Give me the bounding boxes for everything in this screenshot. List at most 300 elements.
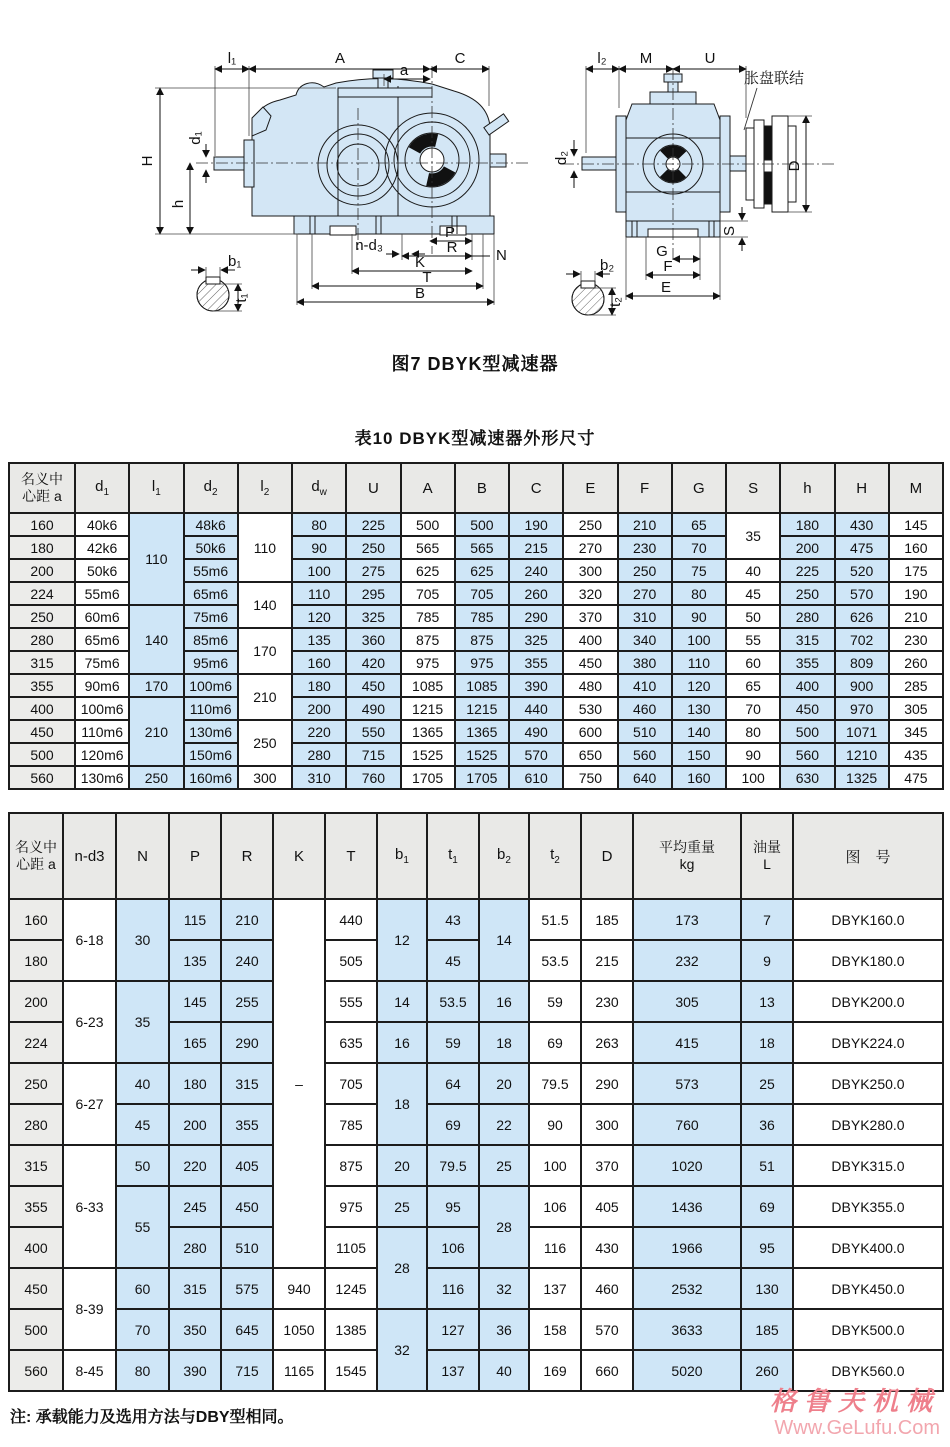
table-cell: 280 <box>292 743 346 766</box>
table-cell: 60 <box>116 1268 169 1309</box>
dim-B: B <box>414 285 426 302</box>
table-cell: 180 <box>292 674 346 697</box>
table-cell: 32 <box>479 1268 529 1309</box>
table1-caption: 表10 DBYK型减速器外形尺寸 <box>354 429 596 448</box>
table-cell: 705 <box>455 582 509 605</box>
table-cell: 51 <box>741 1145 793 1186</box>
row-header: 500 <box>9 743 75 766</box>
side-view <box>196 66 530 254</box>
table-cell: 560 <box>780 743 834 766</box>
table-cell: 320 <box>563 582 617 605</box>
table-cell: 79.5 <box>529 1063 581 1104</box>
dim-H: H <box>139 155 156 167</box>
table-cell: 260 <box>889 651 943 674</box>
table-cell: 40k6 <box>75 513 129 536</box>
table-cell: 65 <box>672 513 726 536</box>
table-cell: 215 <box>509 536 563 559</box>
table-cell: 480 <box>563 674 617 697</box>
row-header: 450 <box>9 1268 63 1309</box>
table-cell: 875 <box>401 628 455 651</box>
table-cell: 85m6 <box>184 628 238 651</box>
column-header: P <box>169 813 221 899</box>
table-cell: 250 <box>618 559 672 582</box>
table-cell: 500 <box>455 513 509 536</box>
table-row <box>9 1063 943 1104</box>
table-cell: 555 <box>325 981 377 1022</box>
table-cell: 380 <box>618 651 672 674</box>
table-cell: 3633 <box>633 1309 741 1350</box>
table-cell: 40 <box>116 1063 169 1104</box>
table-cell: 45 <box>116 1104 169 1145</box>
table-cell: 750 <box>563 766 617 789</box>
table-cell: 150m6 <box>184 743 238 766</box>
column-header: 名义中 心距 a <box>9 813 63 899</box>
table-cell: 625 <box>401 559 455 582</box>
table-cell: 450 <box>563 651 617 674</box>
table-cell: 22 <box>479 1104 529 1145</box>
table-cell: 315 <box>780 628 834 651</box>
table-cell: 440 <box>325 899 377 940</box>
dim-d1: d₁ <box>187 131 204 145</box>
table-cell: 705 <box>401 582 455 605</box>
table-cell: 290 <box>581 1063 633 1104</box>
dim-R: R <box>446 239 458 256</box>
table-cell: 80 <box>726 720 780 743</box>
table-cell: 405 <box>221 1145 273 1186</box>
table-cell: 42k6 <box>75 536 129 559</box>
row-header: 180 <box>9 940 63 981</box>
dim-t2: t₂ <box>607 297 624 307</box>
table-cell: 65m6 <box>75 628 129 651</box>
table-cell: 390 <box>169 1350 221 1391</box>
table-row <box>9 1309 943 1350</box>
table-cell: 350 <box>169 1309 221 1350</box>
table-cell: 59 <box>427 1022 479 1063</box>
dim-t1: t₁ <box>233 293 250 303</box>
table-cell: 50 <box>116 1145 169 1186</box>
table-cell: 210 <box>889 605 943 628</box>
dim-N: N <box>496 247 507 264</box>
table-cell: 760 <box>346 766 400 789</box>
column-header: D <box>581 813 633 899</box>
table-cell: 500 <box>780 720 834 743</box>
table-cell: 165 <box>169 1022 221 1063</box>
table-cell: 285 <box>889 674 943 697</box>
table-cell: 110 <box>672 651 726 674</box>
table-cell: 100 <box>529 1145 581 1186</box>
table-cell: 570 <box>509 743 563 766</box>
row-header: 280 <box>9 628 75 651</box>
table-cell: 160m6 <box>184 766 238 789</box>
table-cell: 18 <box>741 1022 793 1063</box>
row-header: 355 <box>9 1186 63 1227</box>
shrink-disc-callout: 胀盘联结 <box>744 70 805 87</box>
table-cell: 575 <box>221 1268 273 1309</box>
table-cell: 55m6 <box>75 582 129 605</box>
table-cell: 25 <box>479 1145 529 1186</box>
table-cell: 345 <box>889 720 943 743</box>
table-cell: 260 <box>509 582 563 605</box>
table-cell: 570 <box>581 1309 633 1350</box>
table-cell: 565 <box>455 536 509 559</box>
table-cell: 210 <box>221 899 273 940</box>
table-row <box>9 981 943 1022</box>
column-header: 名义中 心距 a <box>9 463 75 513</box>
table-cell: 137 <box>529 1268 581 1309</box>
table-cell: 290 <box>221 1022 273 1063</box>
table-cell: 9 <box>741 940 793 981</box>
housing-body <box>252 79 490 216</box>
column-header: T <box>325 813 377 899</box>
table-cell: 70 <box>116 1309 169 1350</box>
table-cell: 51.5 <box>529 899 581 940</box>
table-cell: 140 <box>672 720 726 743</box>
table-cell: 1050 <box>273 1309 325 1350</box>
table-cell: 370 <box>563 605 617 628</box>
column-header: B <box>455 463 509 513</box>
table-cell: 80 <box>672 582 726 605</box>
table-cell: 305 <box>633 981 741 1022</box>
table-cell: 240 <box>221 940 273 981</box>
table-cell: 50k6 <box>184 536 238 559</box>
table-row <box>9 674 943 697</box>
table-cell: DBYK315.0 <box>793 1145 943 1186</box>
table-cell: 640 <box>618 766 672 789</box>
table-cell: 28 <box>377 1227 427 1309</box>
table-cell: 45 <box>427 940 479 981</box>
table-cell: 505 <box>325 940 377 981</box>
column-header: N <box>116 813 169 899</box>
column-header: $t_1$ <box>427 813 479 899</box>
table-cell: 970 <box>835 697 889 720</box>
row-header: 560 <box>9 766 75 789</box>
footnote: 注: 承载能力及选用方法与DBY型相同。 <box>10 1409 294 1426</box>
input-shaft-section <box>191 253 250 311</box>
table-row <box>9 1268 943 1309</box>
mounting-dimensions-table <box>8 812 944 1392</box>
table-cell: 1245 <box>325 1268 377 1309</box>
column-header: $d_1$ <box>75 463 129 513</box>
table-cell: 100 <box>726 766 780 789</box>
table-cell: 1365 <box>455 720 509 743</box>
table-cell: 43 <box>427 899 479 940</box>
table-cell: 130 <box>741 1268 793 1309</box>
table-cell: 1325 <box>835 766 889 789</box>
table-cell: 135 <box>292 628 346 651</box>
table-cell: 270 <box>618 582 672 605</box>
table-cell: 490 <box>509 720 563 743</box>
dim-nd3: n-d₃ <box>355 237 383 254</box>
dim-d2: d₂ <box>553 150 570 166</box>
table-row <box>9 697 943 720</box>
table-cell: 975 <box>325 1186 377 1227</box>
table-cell: 626 <box>835 605 889 628</box>
column-header: G <box>672 463 726 513</box>
table-cell: 8-39 <box>63 1268 116 1350</box>
table-cell: 1085 <box>455 674 509 697</box>
output-shaft-section <box>566 257 624 315</box>
column-header: $l_1$ <box>129 463 183 513</box>
table-cell: 28 <box>479 1186 529 1268</box>
table-cell: 160 <box>292 651 346 674</box>
table-cell: 475 <box>889 766 943 789</box>
table-cell: 1705 <box>401 766 455 789</box>
table-cell: 635 <box>325 1022 377 1063</box>
table-cell: 110m6 <box>184 697 238 720</box>
table-cell: 460 <box>581 1268 633 1309</box>
table-cell: 69 <box>427 1104 479 1145</box>
technical-drawing <box>0 8 950 343</box>
table-cell: 116 <box>529 1227 581 1268</box>
table-cell: 435 <box>889 743 943 766</box>
table-cell: 173 <box>633 899 741 940</box>
dim-P: P <box>444 224 456 241</box>
table-cell: 79.5 <box>427 1145 479 1186</box>
table-cell: 1385 <box>325 1309 377 1350</box>
table-cell: 110 <box>292 582 346 605</box>
table-cell: 1365 <box>401 720 455 743</box>
table-cell: 6-23 <box>63 981 116 1063</box>
column-header: $l_2$ <box>238 463 292 513</box>
table-cell: 550 <box>346 720 400 743</box>
table-cell: 355 <box>221 1104 273 1145</box>
table-cell: 69 <box>741 1186 793 1227</box>
dim-M: M <box>639 50 653 67</box>
header-row <box>9 813 943 899</box>
table-cell: 900 <box>835 674 889 697</box>
column-header: R <box>221 813 273 899</box>
table-cell: 570 <box>835 582 889 605</box>
column-header: H <box>835 463 889 513</box>
table-cell: 660 <box>581 1350 633 1391</box>
table-cell: 90m6 <box>75 674 129 697</box>
table-cell: 260 <box>741 1350 793 1391</box>
table-cell: 400 <box>780 674 834 697</box>
table-cell: 158 <box>529 1309 581 1350</box>
dim-A: A <box>334 50 346 67</box>
table-cell: 875 <box>325 1145 377 1186</box>
table-cell: 355 <box>509 651 563 674</box>
table-cell: 340 <box>618 628 672 651</box>
overall-dimensions-table <box>8 462 944 790</box>
table-cell: DBYK500.0 <box>793 1309 943 1350</box>
table-cell: 90 <box>292 536 346 559</box>
table-cell: 975 <box>401 651 455 674</box>
table-cell: 75 <box>672 559 726 582</box>
table-cell: 785 <box>401 605 455 628</box>
table-cell: 230 <box>889 628 943 651</box>
row-header: 400 <box>9 697 75 720</box>
table-cell: 263 <box>581 1022 633 1063</box>
table-cell: 600 <box>563 720 617 743</box>
table-cell: 2532 <box>633 1268 741 1309</box>
table-cell: 190 <box>889 582 943 605</box>
table-cell: 1215 <box>401 697 455 720</box>
table-cell: 405 <box>581 1186 633 1227</box>
table-cell: 190 <box>509 513 563 536</box>
table-cell: 6-33 <box>63 1145 116 1268</box>
table-cell: 145 <box>169 981 221 1022</box>
dim-a: a <box>399 62 409 79</box>
table-cell: 232 <box>633 940 741 981</box>
table-cell: 150 <box>672 743 726 766</box>
row-header: 355 <box>9 674 75 697</box>
column-header: 平均重量 kg <box>633 813 741 899</box>
table-cell: 95 <box>427 1186 479 1227</box>
column-header: 油量 L <box>741 813 793 899</box>
table-cell: 255 <box>221 981 273 1022</box>
table-cell: 13 <box>741 981 793 1022</box>
table-cell: 80 <box>116 1350 169 1391</box>
table-cell: 560 <box>618 743 672 766</box>
table-cell: 55 <box>116 1186 169 1268</box>
table-cell: 40 <box>479 1350 529 1391</box>
table-cell: 215 <box>581 940 633 981</box>
row-header: 250 <box>9 1063 63 1104</box>
watermark <box>770 1388 940 1439</box>
dim-b1: b₁ <box>228 253 242 270</box>
row-header: 200 <box>9 559 75 582</box>
table-cell: 1215 <box>455 697 509 720</box>
row-header: 500 <box>9 1309 63 1350</box>
table-cell: 127 <box>427 1309 479 1350</box>
table-cell: 120m6 <box>75 743 129 766</box>
table-cell: 7 <box>741 899 793 940</box>
table-cell: 90 <box>726 743 780 766</box>
table-cell: 210 <box>238 674 292 720</box>
table-cell: 1525 <box>401 743 455 766</box>
dim-E: E <box>660 279 672 296</box>
table-cell: 170 <box>129 674 183 697</box>
dim-G: G <box>656 243 668 260</box>
column-header: K <box>273 813 325 899</box>
table-cell: 315 <box>169 1268 221 1309</box>
table-cell: DBYK450.0 <box>793 1268 943 1309</box>
table-cell: 160 <box>672 766 726 789</box>
table-cell: 975 <box>455 651 509 674</box>
row-header: 200 <box>9 981 63 1022</box>
table-cell: DBYK160.0 <box>793 899 943 940</box>
table-cell: – <box>273 899 325 1268</box>
table-cell: 115 <box>169 899 221 940</box>
table-cell: 100m6 <box>184 674 238 697</box>
dim-C: C <box>454 50 466 67</box>
table-cell: 490 <box>346 697 400 720</box>
table-cell: 40 <box>726 559 780 582</box>
table-cell: 400 <box>563 628 617 651</box>
table-cell: 240 <box>509 559 563 582</box>
table-cell: 50k6 <box>75 559 129 582</box>
table-cell: 275 <box>346 559 400 582</box>
table-cell: 135 <box>169 940 221 981</box>
table-cell: 500 <box>401 513 455 536</box>
table-cell: 1020 <box>633 1145 741 1186</box>
table-cell: 510 <box>221 1227 273 1268</box>
header-row <box>9 463 943 513</box>
table-cell: 573 <box>633 1063 741 1104</box>
table-cell: 610 <box>509 766 563 789</box>
table-cell: 175 <box>889 559 943 582</box>
table-cell: 370 <box>581 1145 633 1186</box>
table-cell: 1966 <box>633 1227 741 1268</box>
table-cell: 440 <box>509 697 563 720</box>
table-cell: 210 <box>618 513 672 536</box>
table-cell: 69 <box>529 1022 581 1063</box>
table-cell: 55m6 <box>184 559 238 582</box>
row-header: 560 <box>9 1350 63 1391</box>
table-cell: 130 <box>672 697 726 720</box>
table-cell: 565 <box>401 536 455 559</box>
table-cell: 1545 <box>325 1350 377 1391</box>
table-cell: 130m6 <box>184 720 238 743</box>
table-cell: 250 <box>129 766 183 789</box>
table-cell: 1071 <box>835 720 889 743</box>
table-cell: 116 <box>427 1268 479 1309</box>
dim-F: F <box>663 258 673 275</box>
table-cell: 315 <box>221 1063 273 1104</box>
table-cell: 630 <box>780 766 834 789</box>
table-cell: 325 <box>509 628 563 651</box>
table-cell: 55 <box>726 628 780 651</box>
column-header: $t_2$ <box>529 813 581 899</box>
table-cell: 35 <box>116 981 169 1063</box>
table-cell: 450 <box>780 697 834 720</box>
table-cell: 430 <box>581 1227 633 1268</box>
dim-D: D <box>786 160 803 172</box>
table-cell: 18 <box>479 1022 529 1063</box>
table-cell: 940 <box>273 1268 325 1309</box>
table-cell: 120 <box>672 674 726 697</box>
column-header: $b_2$ <box>479 813 529 899</box>
table-cell: 36 <box>479 1309 529 1350</box>
row-header: 180 <box>9 536 75 559</box>
dim-T: T <box>422 269 432 286</box>
table-cell: 106 <box>529 1186 581 1227</box>
table-cell: 305 <box>889 697 943 720</box>
table-cell: 1705 <box>455 766 509 789</box>
table-cell: 250 <box>563 513 617 536</box>
dim-l1: l₁ <box>227 50 237 67</box>
row-header: 315 <box>9 1145 63 1186</box>
table-cell: 120 <box>292 605 346 628</box>
row-header: 250 <box>9 605 75 628</box>
table-cell: 1085 <box>401 674 455 697</box>
table-cell: 14 <box>377 981 427 1022</box>
table-cell: 45 <box>726 582 780 605</box>
row-header: 315 <box>9 651 75 674</box>
table-cell: DBYK280.0 <box>793 1104 943 1145</box>
table-cell: 140 <box>129 605 183 674</box>
table-cell: 65 <box>726 674 780 697</box>
table-cell: 715 <box>346 743 400 766</box>
table-cell: 53.5 <box>427 981 479 1022</box>
table-cell: 645 <box>221 1309 273 1350</box>
table-cell: 16 <box>479 981 529 1022</box>
table-cell: 290 <box>509 605 563 628</box>
table-cell: 6-27 <box>63 1063 116 1145</box>
column-header: S <box>726 463 780 513</box>
column-header: n-d3 <box>63 813 116 899</box>
table-cell: 220 <box>292 720 346 743</box>
table-cell: 390 <box>509 674 563 697</box>
table-cell: 310 <box>292 766 346 789</box>
table-cell: 16 <box>377 1022 427 1063</box>
table-cell: 145 <box>889 513 943 536</box>
column-header: A <box>401 463 455 513</box>
table-cell: 185 <box>741 1309 793 1350</box>
table-cell: 1105 <box>325 1227 377 1268</box>
table-cell: 8-45 <box>63 1350 116 1391</box>
